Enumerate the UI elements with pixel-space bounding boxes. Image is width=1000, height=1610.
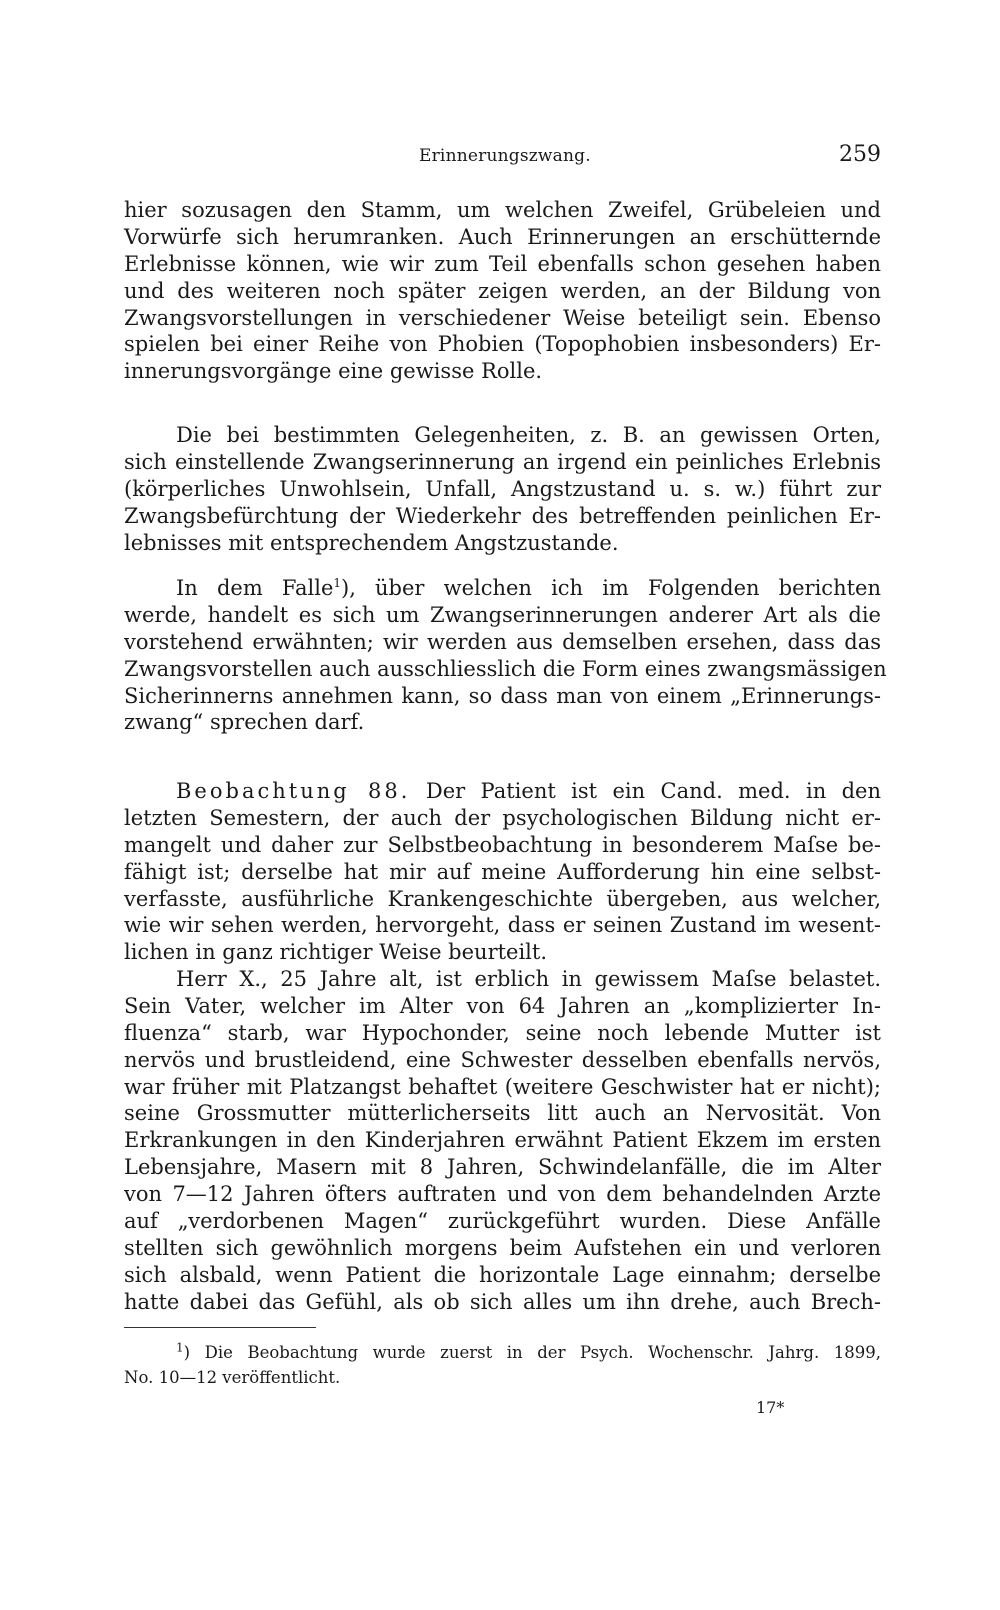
footnote <box>124 1340 881 1390</box>
text-line: sich alsbald, wenn Patient die horizontale Lage einnahm; derselbe <box>124 1262 881 1287</box>
text-line: Sicherinnerns annehmen kann, so dass man von einem „Erinnerungs- <box>124 683 881 708</box>
text-line: nervös und brustleidend, eine Schwester desselben ebenfalls nervös, <box>124 1047 881 1072</box>
text-line: seine Grossmutter mütterlicherseits litt auch an Nervosität. Von <box>124 1101 881 1126</box>
text-line: fähigt ist; derselbe hat mir auf meine Aufforderung hin eine selbst- <box>124 859 881 884</box>
page-header <box>124 142 881 172</box>
text-line: und des weiteren noch später zeigen werden, an der Bildung von <box>124 278 881 303</box>
text-line: werde, handelt es sich um Zwangserinnerungen anderer Art als die <box>124 602 881 627</box>
paragraph-1 <box>124 197 881 385</box>
text-line: innerungsvorgänge eine gewisse Rolle. <box>124 359 543 384</box>
text-line: (körperliches Unwohlsein, Unfall, Angstzustand u. s. w.) führt zur <box>124 476 881 501</box>
page-number: 259 <box>839 142 881 167</box>
text-line: sich einstellende Zwangserinnerung an irgend ein peinliches Erlebnis <box>124 449 881 474</box>
text-line: letzten Semestern, der auch der psychologischen Bildung nicht er- <box>124 805 881 830</box>
text-line: Sein Vater, welcher im Alter von 64 Jahren an „komplizierter In- <box>124 993 881 1018</box>
text-line <box>124 778 881 805</box>
text-line: Lebensjahre, Masern mit 8 Jahren, Schwindelanfälle, die im Alter <box>124 1155 881 1180</box>
text-line: Erkrankungen in den Kinderjahren erwähnt Patient Ekzem im ersten <box>124 1128 881 1153</box>
text-line: mangelt und daher zur Selbstbeobachtung in besonderem Maſse be- <box>124 832 881 857</box>
text-fragment: Der Patient ist ein Cand. med. in den <box>425 779 881 803</box>
signature-mark: 17* <box>756 1398 785 1417</box>
footnote-reference: 1 <box>333 576 342 590</box>
text-line: vorstehend erwähnten; wir werden aus demselben ersehen, dass das <box>124 629 881 654</box>
paragraph-5 <box>124 966 881 1316</box>
text-line: stellten sich gewöhnlich morgens beim Aufstehen ein und verloren <box>124 1235 881 1260</box>
text-fragment: ), über welchen ich im Folgenden berichten <box>341 576 881 600</box>
text-line: hatte dabei das Gefühl, als ob sich alles um ihn drehe, auch Brech- <box>124 1289 881 1314</box>
text-line: war früher mit Platzangst behaftet (weitere Geschwister hat er nicht); <box>124 1074 881 1099</box>
footnote-line: No. 10—12 veröffentlicht. <box>124 1368 341 1387</box>
paragraph-2 <box>124 422 881 556</box>
text-fragment: ) Die Beobachtung wurde zuerst in der Psych. Wochenschr. Jahrg. 1899, <box>183 1343 881 1362</box>
footnote-divider <box>124 1327 316 1328</box>
paragraph-3 <box>124 575 887 736</box>
text-line: Die bei bestimmten Gelegenheiten, z. B. an gewissen Orten, <box>176 423 881 447</box>
text-line: lichen in ganz richtiger Weise beurteilt. <box>124 940 548 965</box>
text-line: spielen bei einer Reihe von Phobien (Topophobien insbesonders) Er- <box>124 332 881 357</box>
text-line: fluenza“ starb, war Hypochonder, seine noch lebende Mutter ist <box>124 1020 881 1045</box>
text-line: von 7—12 Jahren öfters auftraten und von dem behandelnden Arzte <box>124 1182 881 1207</box>
text-line: lebnisses mit entsprechendem Angstzustande. <box>124 530 619 555</box>
text-line: zwang“ sprechen darf. <box>124 710 365 735</box>
text-fragment: In dem Falle <box>176 576 334 600</box>
text-line: Vorwürfe sich herumranken. Auch Erinnerungen an erschütternde <box>124 224 881 249</box>
paragraph-observation-88 <box>124 778 881 966</box>
text-line: verfasste, ausführliche Krankengeschichte übergeben, aus welcher, <box>124 886 881 911</box>
text-line: Zwangsvorstellen auch ausschliesslich die Form eines zwangsmässigen <box>124 656 887 681</box>
text-line: auf „verdorbenen Magen“ zurückgeführt wurden. Diese Anfälle <box>124 1209 881 1234</box>
footnote-line <box>124 1340 881 1365</box>
text-line: Zwangsbefürchtung der Wiederkehr des betreffenden peinlichen Er- <box>124 503 881 528</box>
text-line: Herr X., 25 Jahre alt, ist erblich in gewissem Maſse belastet. <box>176 967 881 991</box>
footnote-marker: 1 <box>176 1340 184 1355</box>
text-line <box>124 575 881 602</box>
text-line: Zwangsvorstellungen in verschiedener Weise beteiligt sein. Ebenso <box>124 305 881 330</box>
observation-label: Beobachtung 88. <box>176 779 411 803</box>
text-line: wie wir sehen werden, hervorgeht, dass er seinen Zustand im wesent- <box>124 913 881 938</box>
text-line: hier sozusagen den Stamm, um welchen Zweifel, Grübeleien und <box>124 198 881 222</box>
text-line: Erlebnisse können, wie wir zum Teil ebenfalls schon gesehen haben <box>124 251 881 276</box>
running-title: Erinnerungszwang. <box>419 146 591 166</box>
